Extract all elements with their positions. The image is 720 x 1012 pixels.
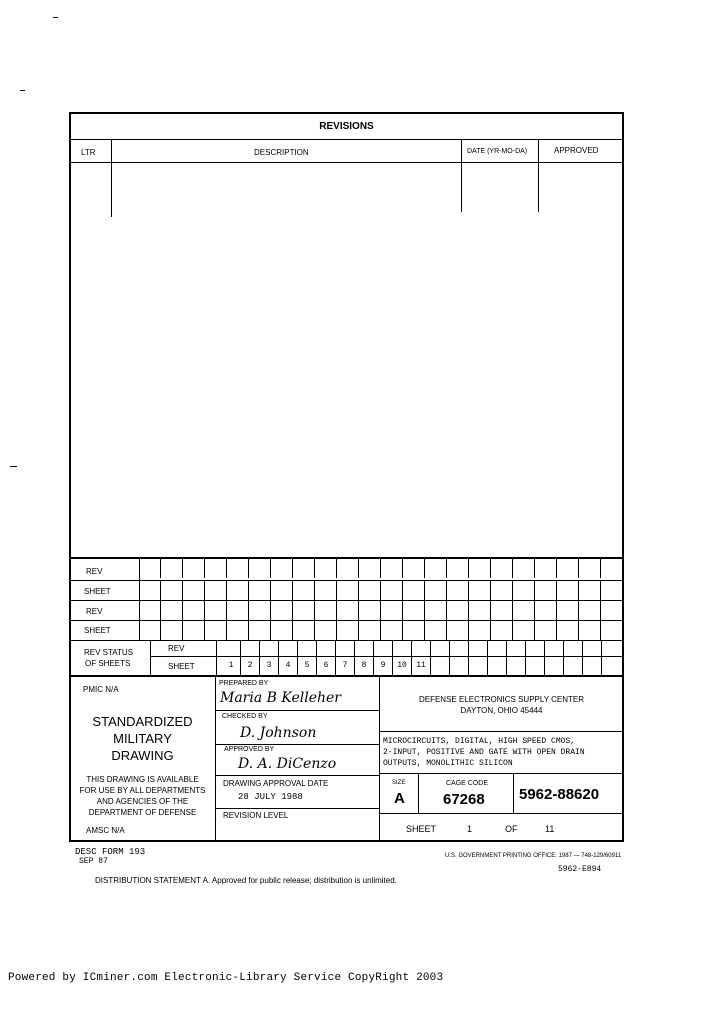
checked-signature: D. Johnson <box>240 725 317 741</box>
checked-by-label: CHECKED BY <box>222 713 268 720</box>
stray-mark <box>53 17 58 18</box>
stray-mark <box>10 466 17 467</box>
of-label: OF <box>505 824 518 834</box>
approved-by-label: APPROVED BY <box>224 746 275 753</box>
agency-line: DEFENSE ELECTRONICS SUPPLY CENTER <box>418 695 585 704</box>
approval-date-label: DRAWING APPROVAL DATE <box>223 779 329 788</box>
label-sheet: SHEET <box>84 626 111 635</box>
availability-line: AND AGENCIES OF THE <box>96 797 189 806</box>
col-approved: APPROVED <box>554 146 599 155</box>
sheet-number: 2 <box>241 656 260 675</box>
label-of-sheets: OF SHEETS <box>85 659 131 668</box>
cage-value: 67268 <box>443 791 485 808</box>
prepared-signature: Maria B Kelleher <box>220 690 341 706</box>
availability-line: FOR USE BY ALL DEPARTMENTS <box>79 786 206 795</box>
label-rev-status: REV STATUS <box>84 648 134 657</box>
agency-line: DAYTON, OHIO 45444 <box>460 706 543 715</box>
size-label: SIZE <box>392 780 406 786</box>
size-value: A <box>394 790 405 807</box>
description-line: OUTPUTS, MONOLITHIC SILICON <box>383 759 513 768</box>
sheet-total: 11 <box>545 824 555 834</box>
description-line: MICROCIRCUITS, DIGITAL, HIGH SPEED CMOS, <box>383 737 576 746</box>
label-sheet: SHEET <box>168 662 195 671</box>
label-rev: REV <box>168 644 185 653</box>
amsc: AMSC N/A <box>86 826 125 835</box>
label-sheet: SHEET <box>84 587 111 596</box>
description-line: 2-INPUT, POSITIVE AND GATE WITH OPEN DRAIN <box>383 748 585 757</box>
gpo-line: U.S. GOVERNMENT PRINTING OFFICE: 1987 — 748-129/60911 <box>445 853 622 859</box>
col-date: DATE (YR-MO-DA) <box>467 148 528 155</box>
standardized: STANDARDIZED <box>92 714 193 729</box>
cage-label: CAGE CODE <box>446 780 489 787</box>
col-ltr: LTR <box>81 148 96 157</box>
availability-line: THIS DRAWING IS AVAILABLE <box>86 775 199 784</box>
form-number: DESC FORM 193 <box>75 847 146 857</box>
powered-by: Powered by ICminer.com Electronic-Library Service CopyRight 2003 <box>8 972 444 984</box>
col-description: DESCRIPTION <box>254 148 309 157</box>
military: MILITARY <box>113 731 172 746</box>
form-date: SEP 87 <box>79 857 108 866</box>
approval-date: 28 JULY 1988 <box>238 792 303 802</box>
availability-line: DEPARTMENT OF DEFENSE <box>88 808 197 817</box>
label-rev: REV <box>86 567 103 576</box>
approved-signature: D. A. DiCenzo <box>238 756 337 772</box>
label-rev: REV <box>86 607 103 616</box>
distribution-statement: DISTRIBUTION STATEMENT A. Approved for public release; distribution is unlimited. <box>95 876 397 885</box>
revision-level-label: REVISION LEVEL <box>223 811 289 820</box>
document-code: 5962-E894 <box>558 865 602 874</box>
drawing-number: 5962-88620 <box>519 786 600 803</box>
revisions-title: REVISIONS <box>319 121 374 132</box>
sheet-number: 8 <box>355 656 374 675</box>
sheet-number: 1 <box>222 656 241 675</box>
sheet-number: 4 <box>279 656 298 675</box>
drawing: DRAWING <box>111 748 174 763</box>
sheet-number: 10 <box>393 656 412 675</box>
stray-mark <box>20 90 25 91</box>
sheet-number-current: 1 <box>467 824 473 834</box>
sheet-number: 5 <box>298 656 317 675</box>
sheet-number: 7 <box>336 656 355 675</box>
sheet-number: 11 <box>412 656 431 675</box>
sheet-number-row <box>222 656 602 675</box>
sheet-label: SHEET <box>406 824 437 834</box>
sheet-number: 9 <box>374 656 393 675</box>
pmic: PMIC N/A <box>83 685 119 694</box>
sheet-number: 6 <box>317 656 336 675</box>
sheet-number: 3 <box>260 656 279 675</box>
prepared-by-label: PREPARED BY <box>219 680 269 687</box>
